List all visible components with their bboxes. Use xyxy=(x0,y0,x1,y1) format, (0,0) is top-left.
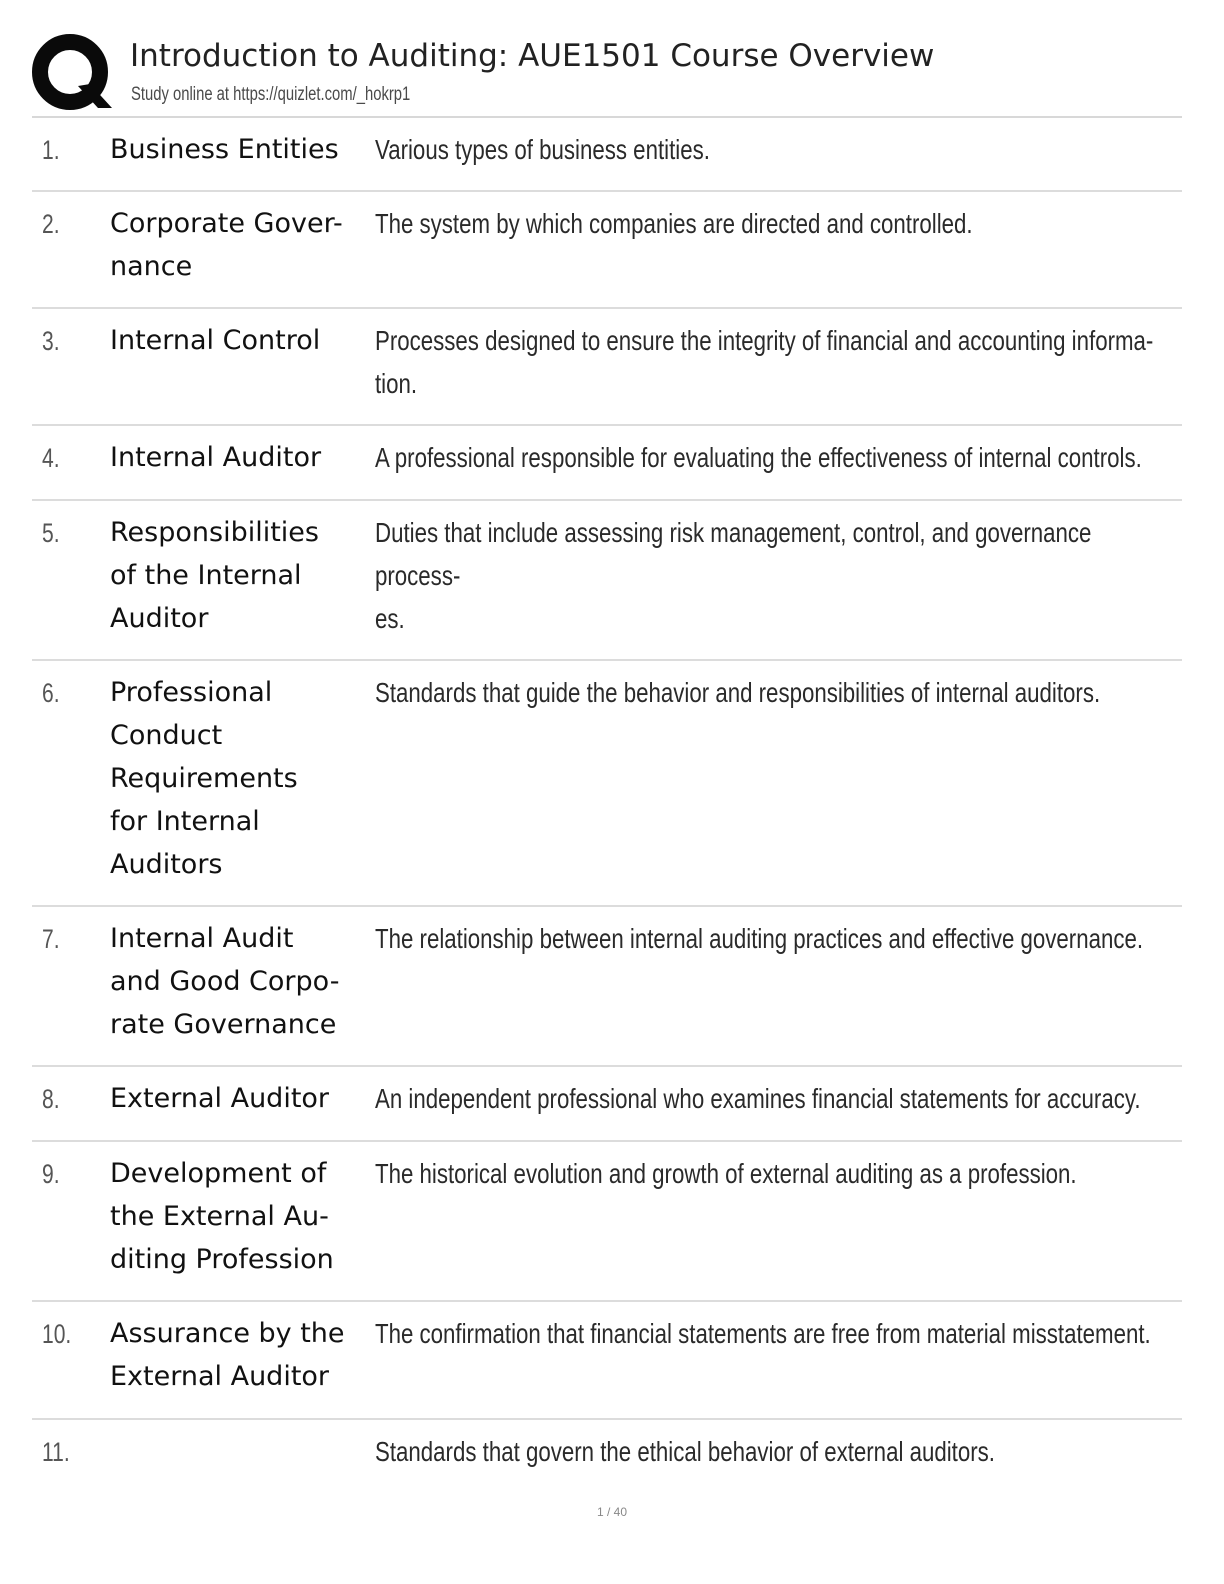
card-term: Corporate Gover- nance xyxy=(110,208,343,282)
card-term: External Auditor xyxy=(110,1083,330,1114)
card-term: Business Entities xyxy=(110,134,339,165)
card-number: 2. xyxy=(42,209,60,239)
flashcard-list xyxy=(32,118,1182,1490)
card-definition: The relationship between internal auditing practices and effective governance. xyxy=(375,923,1144,954)
card-definition: The historical evolution and growth of external auditing as a profession. xyxy=(375,1158,1077,1189)
card-definition: The system by which companies are directed and controlled. xyxy=(375,208,973,239)
card-number: 1. xyxy=(42,135,60,165)
card-row xyxy=(32,192,1182,309)
card-row xyxy=(32,309,1182,426)
card-number: 5. xyxy=(42,518,60,548)
card-number: 3. xyxy=(42,326,60,356)
card-term: Professional Conduct Requirements for Internal Auditors xyxy=(110,677,298,880)
card-definition: Standards that govern the ethical behavior of external auditors. xyxy=(375,1436,995,1467)
page-header xyxy=(32,32,1182,116)
card-number: 8. xyxy=(42,1084,60,1114)
card-row xyxy=(32,1067,1182,1142)
card-row xyxy=(32,501,1182,661)
study-online-link-text: Study online at https://quizlet.com/_hokrp1 xyxy=(131,84,411,105)
card-row xyxy=(32,1142,1182,1302)
page-title: Introduction to Auditing: AUE1501 Course Overview xyxy=(130,38,935,74)
card-term: Assurance by the External Auditor xyxy=(110,1318,345,1392)
card-row xyxy=(32,1420,1182,1490)
card-definition: Various types of business entities. xyxy=(375,134,710,165)
card-number: 11. xyxy=(42,1437,70,1467)
card-definition: An independent professional who examines financial statements for accuracy. xyxy=(375,1083,1141,1114)
card-number: 9. xyxy=(42,1159,60,1189)
page-number: 1 / 40 xyxy=(596,1505,628,1519)
card-term: Responsibilities of the Internal Auditor xyxy=(110,517,319,634)
card-definition: Standards that guide the behavior and responsibilities of internal auditors. xyxy=(375,677,1101,708)
card-definition: Processes designed to ensure the integrity of financial and accounting informa- tion. xyxy=(375,325,1154,399)
card-number: 10. xyxy=(42,1319,72,1349)
card-row xyxy=(32,661,1182,907)
card-row xyxy=(32,907,1182,1067)
card-number: 6. xyxy=(42,678,60,708)
card-row xyxy=(32,426,1182,501)
card-term: Internal Auditor xyxy=(110,442,322,473)
card-term: Development of the External Au- diting Profession xyxy=(110,1158,334,1275)
card-term: Internal Audit and Good Corpo- rate Governance xyxy=(110,923,340,1040)
quizlet-logo-icon xyxy=(32,34,112,114)
card-row xyxy=(32,118,1182,192)
card-definition: A professional responsible for evaluating the effectiveness of internal controls. xyxy=(375,442,1142,473)
card-definition: The confirmation that financial statements are free from material misstatement. xyxy=(375,1318,1151,1349)
card-definition: Duties that include assessing risk management, control, and governance process- es. xyxy=(375,517,1092,634)
card-number: 7. xyxy=(42,924,60,954)
card-term: Internal Control xyxy=(110,325,321,356)
card-number: 4. xyxy=(42,443,60,473)
card-row xyxy=(32,1302,1182,1420)
